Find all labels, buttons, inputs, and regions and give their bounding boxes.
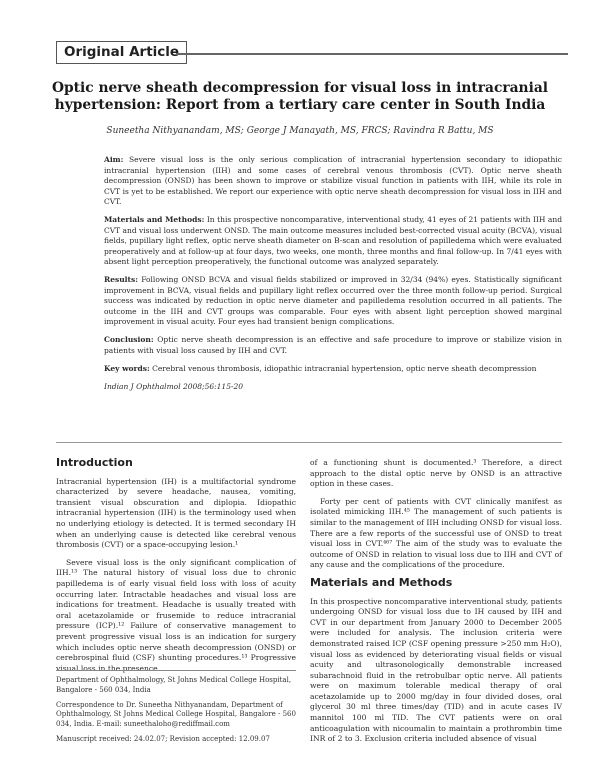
methods-paragraph-1: In this prospective noncomparative interventional study, patients undergoing ONSD for visual loss due to IH caused by IIH and CVT in our department from January 2000 to December 2005 were included for analysis. The inclusion criteria were demonstrated raised ICP (CSF opening pressure >250 mm H₂O), visual loss as evidenced by deteriorating visual fields or visual acuity and ultrasonologically demonstrable increased subarachnoid fluid in the retrobulbar optic nerve. All patients were on maximum tolerable medical therapy of oral acetazolamide up to 2000 mg/day in four divided doses, oral glycerol 30 ml three times/day (TID) and in acute cases IV mannitol 100 ml TID. The CVT patients were on oral anticoagulation with nicoumalin to maintain a prothrombin time INR of 2 to 3. Exclusion criteria included absence of visual: [310, 596, 562, 744]
results-text: Following ONSD BCVA and visual fields stabilized or improved in 32/34 (94%) eyes. Statistically significant improvement in BCVA, visual fields and pupillary light reflex occurred over the three month follow-up period. Surgical success was indicated by reduction in optic nerve diameter and papilledema resolution occurred in all patients. The outcome in the IIH and CVT groups was comparable. Four eyes with absent light perception showed marginal improvement in visual acuity. Four eyes had transient benign complications.: [104, 275, 562, 326]
intro-paragraph-3: of a functioning shunt is documented.³ Therefore, a direct approach to the distal optic nerve by ONSD is an attractive option in these cases.: [310, 458, 562, 489]
keywords-label: Key words:: [104, 363, 150, 373]
abstract: [104, 155, 562, 400]
aim-text: Severe visual loss is the only serious complication of intracranial hypertension secondary to idiopathic intracranial hypertension (IIH) and some cases of cerebral venous thrombosis (CVT). Optic nerve sheath decompression (ONSD) has been shown to improve or stabilize visual function in patients with IIH, while its role in CVT is yet to be established. We report our experience with optic nerve sheath decompression for visual loss in IIH and CVT.: [104, 155, 562, 206]
article-type-badge: Original Article: [56, 41, 187, 64]
conclusion-label: Conclusion:: [104, 335, 154, 344]
abstract-results: [104, 275, 562, 328]
section-divider: [56, 442, 562, 443]
introduction-heading: Introduction: [56, 456, 133, 469]
abstract-aim: [104, 155, 562, 208]
manuscript-dates: Manuscript received: 24.02.07; Revision accepted: 12.09.07: [56, 734, 270, 743]
abstract-keywords: [104, 364, 562, 375]
aim-label: Aim:: [104, 155, 124, 164]
conclusion-text: Optic nerve sheath decompression is an effective and safe procedure to improve or stabilize vision in patients with visual loss caused by IIH and CVT.: [104, 335, 562, 355]
methods-text: In this prospective noncomparative, interventional study, 41 eyes of 21 patients with IIH and CVT and visual loss underwent ONSD. The main outcome measures included best-corrected visual acuity (BCVA), visual fields, pupillary light reflex, optic nerve sheath diameter on B-scan and resolution of papilledema which were evaluated preoperatively and at follow-up at four days, two weeks, one month, three months and final follow-up. In 7/41 eyes with absent light perception preoperatively, the functional outcome was analyzed separately.: [104, 215, 562, 266]
journal-citation: Indian J Ophthalmol 2008;56:115-20: [104, 381, 244, 391]
intro-paragraph-2: Severe visual loss is the only significant complication of IIH.¹³ The natural history of visual loss due to chronic papilledema is of early visual field loss with loss of acuity occurring later. Intractable headaches and visual loss are indications for treatment. Headache is usually treated with oral acetazolamide or frusemide to reduce intracranial pressure (ICP).¹² Failure of conservative management to prevent progressive visual loss is an indication for surgery which includes optic nerve sheath decompression (ONSD) or cerebrospinal fluid (CSF) shunting procedures.¹³ Progressive visual loss in the presence: [56, 557, 296, 673]
abstract-conclusion: [104, 335, 562, 356]
intro-paragraph-1: Intracranial hypertension (IH) is a multifactorial syndrome characterized by severe headache, nausea, vomiting, transient visual obscuration and diplopia. Idiopathic intracranial hypertension (IIH) is the terminology used when no underlying etiology is detected. It is termed secondary IH when an underlying cause is detected like cerebral venous thrombosis (CVT) or a space-occupying lesion.¹: [56, 476, 296, 550]
right-column: [310, 458, 562, 745]
article-title: Optic nerve sheath decompression for visual loss in intracranial hypertension: Report from a tertiary care center in South India: [51, 80, 549, 113]
header-rule: [176, 53, 568, 55]
results-label: Results:: [104, 275, 138, 284]
footnote: [56, 670, 296, 750]
intro-paragraph-4: Forty per cent of patients with CVT clinically manifest as isolated mimicking IIH.⁴⁵ The management of such patients is similar to the management of IIH including ONSD for visual loss. There are a few reports of the successful use of ONSD to treat visual loss in CVT.⁴⁶⁷ The aim of the study was to evaluate the outcome of ONSD in relation to visual loss due to IIH and CVT of any cause and the complications of the procedure.: [310, 496, 562, 570]
author-list: Suneetha Nithyanandam, MS; George J Manayath, MS, FRCS; Ravindra R Battu, MS: [106, 126, 494, 136]
methods-heading: Materials and Methods: [310, 575, 453, 589]
abstract-methods: [104, 215, 562, 268]
methods-label: Materials and Methods:: [104, 215, 205, 224]
left-column: [56, 458, 296, 674]
keywords-text: Cerebral venous thrombosis, idiopathic intracranial hypertension, optic nerve sheath decompression: [149, 363, 537, 373]
affiliation-note: Department of Ophthalmology, St Johns Medical College Hospital, Bangalore - 560 034, India: [56, 676, 292, 694]
correspondence-note: Correspondence to Dr. Suneetha Nithyanandam, Department of Ophthalmology, St Johns Medical College Hospital, Bangalore - 560 034, India. E-mail: suneethaloho@rediffmail.com: [56, 700, 296, 729]
